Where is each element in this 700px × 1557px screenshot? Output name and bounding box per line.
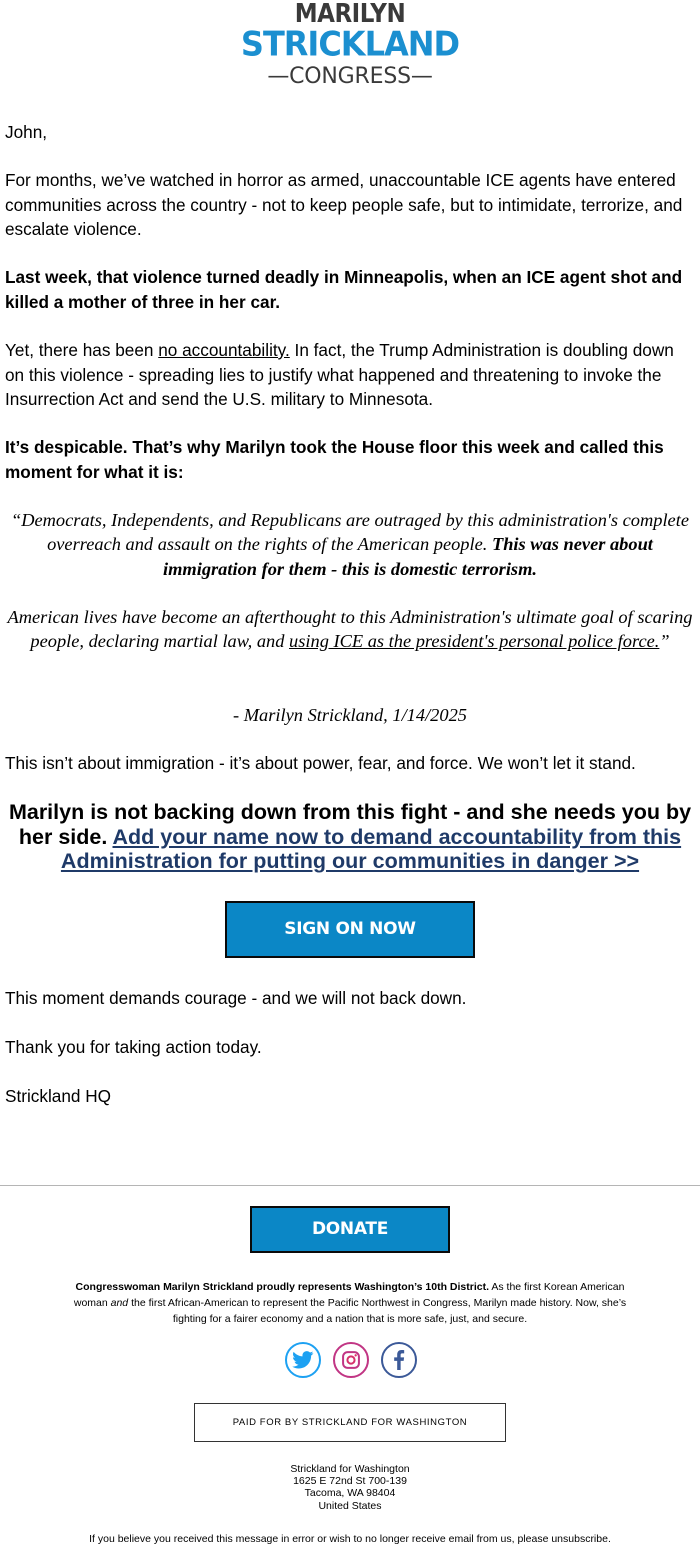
- logo-line-last-name: STRICKLAND: [240, 24, 460, 64]
- ice-police-force-link[interactable]: using ICE as the president's personal police force.: [289, 631, 660, 652]
- footer-about: [60, 1279, 640, 1327]
- paragraph-courage: This moment demands courage - and we will not back down.: [5, 988, 467, 1008]
- quote-first-paragraph: [0, 508, 700, 581]
- paragraph-intro: For months, we’ve watched in horror as armed, unaccountable ICE agents have entered communities across the country - not to keep people safe, but to intimidate, terrorize, and escalate violence.: [5, 170, 683, 239]
- campaign-logo: [0, 0, 700, 100]
- sign-on-now-button[interactable]: SIGN ON NOW: [225, 901, 475, 958]
- mailing-address: [0, 1463, 700, 1512]
- footer-divider: [0, 1185, 700, 1186]
- quote-second-plain: American lives have become an afterthought to this Administration's ultimate goal of scaring people, declaring martial law, and: [7, 607, 693, 652]
- paragraph-power-fear-force: This isn’t about immigration - it’s about power, fear, and force. We won’t let it stand.: [5, 753, 636, 773]
- address-line-org: Strickland for Washington: [290, 1463, 410, 1475]
- instagram-icon[interactable]: [333, 1342, 369, 1378]
- quote-second-end: ”: [659, 631, 670, 652]
- quote-first-plain: “Democrats, Independents, and Republicans are outraged by this administration's complete overreach and assault on the rights of the American people.: [10, 510, 689, 555]
- logo-line-congress: —CONGRESS—: [267, 64, 433, 89]
- address-line-street: 1625 E 72nd St 700-139: [293, 1475, 407, 1488]
- address-line-city: Tacoma, WA 98404: [304, 1487, 396, 1500]
- social-links: [0, 1342, 700, 1384]
- facebook-icon[interactable]: [381, 1342, 417, 1378]
- no-accountability-link[interactable]: no accountability.: [158, 340, 290, 360]
- paragraph-thank-you: Thank you for taking action today.: [5, 1037, 262, 1057]
- signoff: Strickland HQ: [5, 1086, 112, 1106]
- quote-attribution: - Marilyn Strickland, 1/14/2025: [233, 705, 467, 725]
- quote-first-bold: This was never about immigration for them - this is domestic terrorism.: [163, 534, 653, 579]
- unsubscribe-notice[interactable]: If you believe you received this message in error or wish to no longer receive email from us, please unsubscribe.: [89, 1533, 611, 1545]
- footer-about-text-2: the first African-American to represent the Pacific Northwest in Congress, Marilyn made history. Now, she’s fighting for a fairer economy and a nation that is more safe, just, and secure.: [128, 1297, 627, 1325]
- paragraph-accountability: [5, 338, 697, 412]
- donate-button[interactable]: DONATE: [250, 1206, 450, 1253]
- paragraph-accountability-rest: In fact, the Trump Administration is doubling down on this violence - spreading lies to justify what happened and threatening to invoke the Insurrection Act and send the U.S. military to Minnesota.: [5, 340, 674, 409]
- add-your-name-link[interactable]: Add your name now to demand accountability from this Administration for putting our communities in danger >>: [60, 824, 682, 873]
- paragraph-minneapolis: Last week, that violence turned deadly in Minneapolis, when an ICE agent shot and killed a mother of three in her car.: [5, 267, 683, 312]
- address-line-country: United States: [318, 1499, 382, 1512]
- logo-line-first-name: MARILYN: [294, 0, 406, 29]
- footer-about-and: and: [110, 1297, 129, 1309]
- greeting: John,: [5, 122, 48, 142]
- twitter-icon[interactable]: [285, 1342, 321, 1378]
- cta-text-plain: Marilyn is not backing down from this fight - and she needs you by her side.: [8, 800, 692, 849]
- footer-about-bold: Congresswoman Marilyn Strickland proudly represents Washington’s 10th District.: [75, 1281, 490, 1293]
- paragraph-despicable: It’s despicable. That’s why Marilyn took the House floor this week and called this moment for what it is:: [5, 437, 664, 482]
- cta-text: [0, 800, 700, 874]
- paragraph-accountability-start: Yet, there has been: [5, 340, 159, 360]
- quote-second-paragraph: [0, 605, 700, 654]
- paid-for-disclaimer: PAID FOR BY STRICKLAND FOR WASHINGTON: [194, 1403, 506, 1442]
- footer-about-text-1: As the first Korean American woman: [73, 1281, 625, 1309]
